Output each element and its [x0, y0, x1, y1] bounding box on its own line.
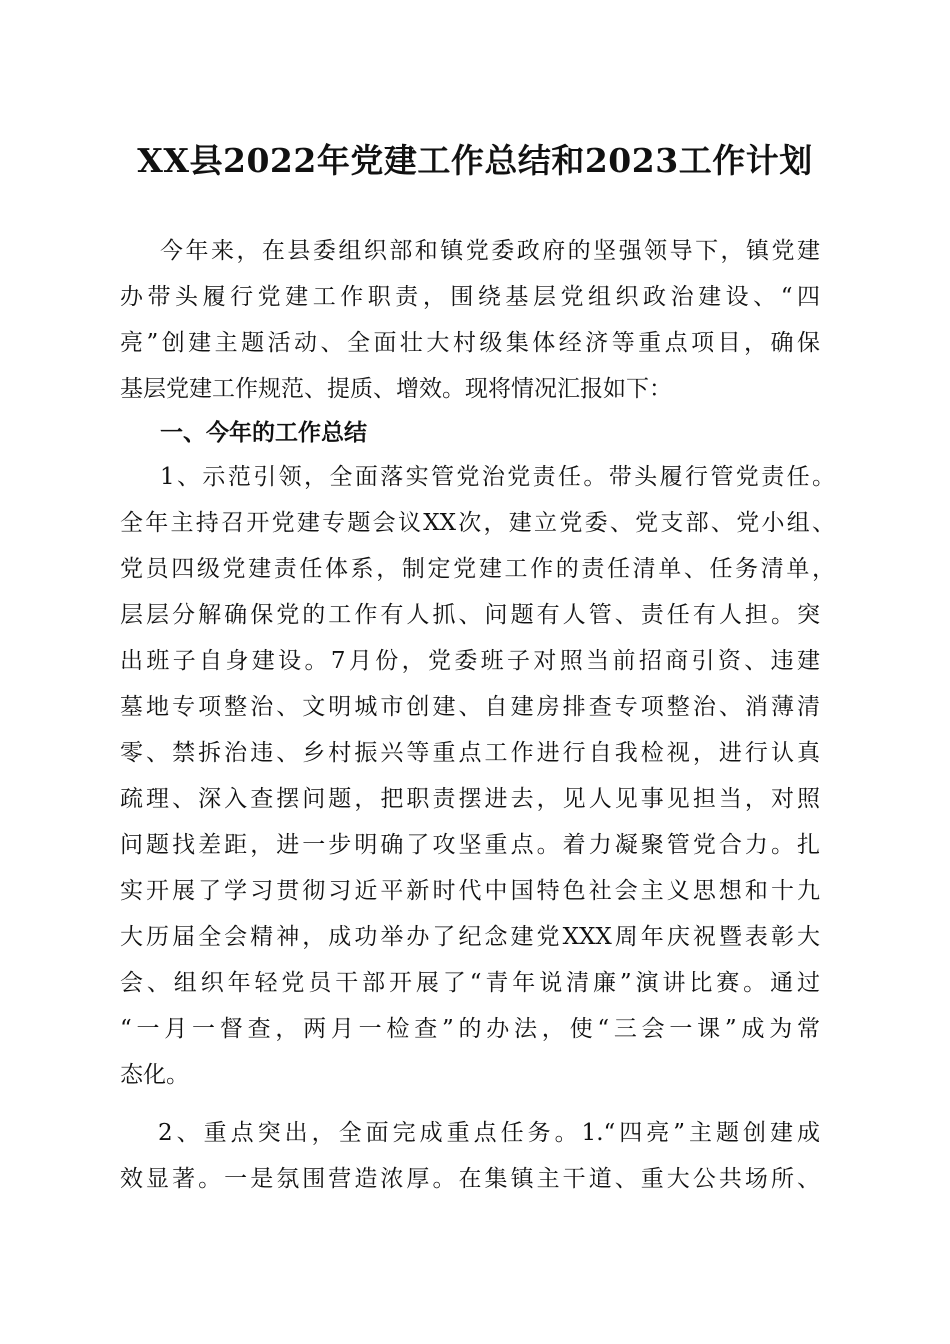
- paragraph-line: 基层党建工作规范、提质、增效。现将情况汇报如下：: [120, 376, 672, 402]
- paragraph-line: 1、示范引领，全面落实管党治党责任。带头履行管党责任。: [160, 464, 835, 490]
- paragraph-line: 办带头履行党建工作职责，围绕基层党组织政治建设、“四: [120, 284, 820, 310]
- document-title: XX县2022年党建工作总结和2023工作计划: [137, 141, 813, 180]
- paragraph-line: “一月一督查，两月一检查”的办法，使“三会一课”成为常: [120, 1016, 820, 1042]
- section-heading: 一、今年的工作总结: [160, 420, 367, 446]
- paragraph-line: 态化。: [120, 1062, 189, 1088]
- paragraph-line: 疏理、深入查摆问题，把职责摆进去，见人见事见担当，对照: [120, 786, 820, 812]
- paragraph-line: 大历届全会精神，成功举办了纪念建党XXX周年庆祝暨表彰大: [120, 924, 820, 950]
- paragraph-line: 2、重点突出，全面完成重点任务。1.“四亮”主题创建成: [158, 1120, 820, 1146]
- paragraph-line: 墓地专项整治、文明城市创建、自建房排查专项整治、消薄清: [120, 694, 820, 720]
- paragraph-line: 效显著。一是氛围营造浓厚。在集镇主干道、重大公共场所、: [120, 1166, 820, 1192]
- paragraph-line: 问题找差距，进一步明确了攻坚重点。着力凝聚管党合力。扎: [120, 832, 820, 858]
- paragraph-line: 实开展了学习贯彻习近平新时代中国特色社会主义思想和十九: [120, 878, 820, 904]
- paragraph-line: 会、组织年轻党员干部开展了“青年说清廉”演讲比赛。通过: [120, 970, 820, 996]
- paragraph-line: 今年来，在县委组织部和镇党委政府的坚强领导下，镇党建: [160, 238, 820, 264]
- paragraph-line: 亮”创建主题活动、全面壮大村级集体经济等重点项目，确保: [120, 330, 820, 356]
- paragraph-line: 党员四级党建责任体系，制定党建工作的责任清单、任务清单，: [120, 556, 835, 582]
- paragraph-line: 零、禁拆治违、乡村振兴等重点工作进行自我检视，进行认真: [120, 740, 820, 766]
- paragraph-line: 层层分解确保党的工作有人抓、问题有人管、责任有人担。突: [120, 602, 820, 628]
- paragraph-line: 全年主持召开党建专题会议XX次，建立党委、党支部、党小组、: [120, 510, 835, 536]
- paragraph-line: 出班子自身建设。7月份，党委班子对照当前招商引资、违建: [120, 648, 820, 674]
